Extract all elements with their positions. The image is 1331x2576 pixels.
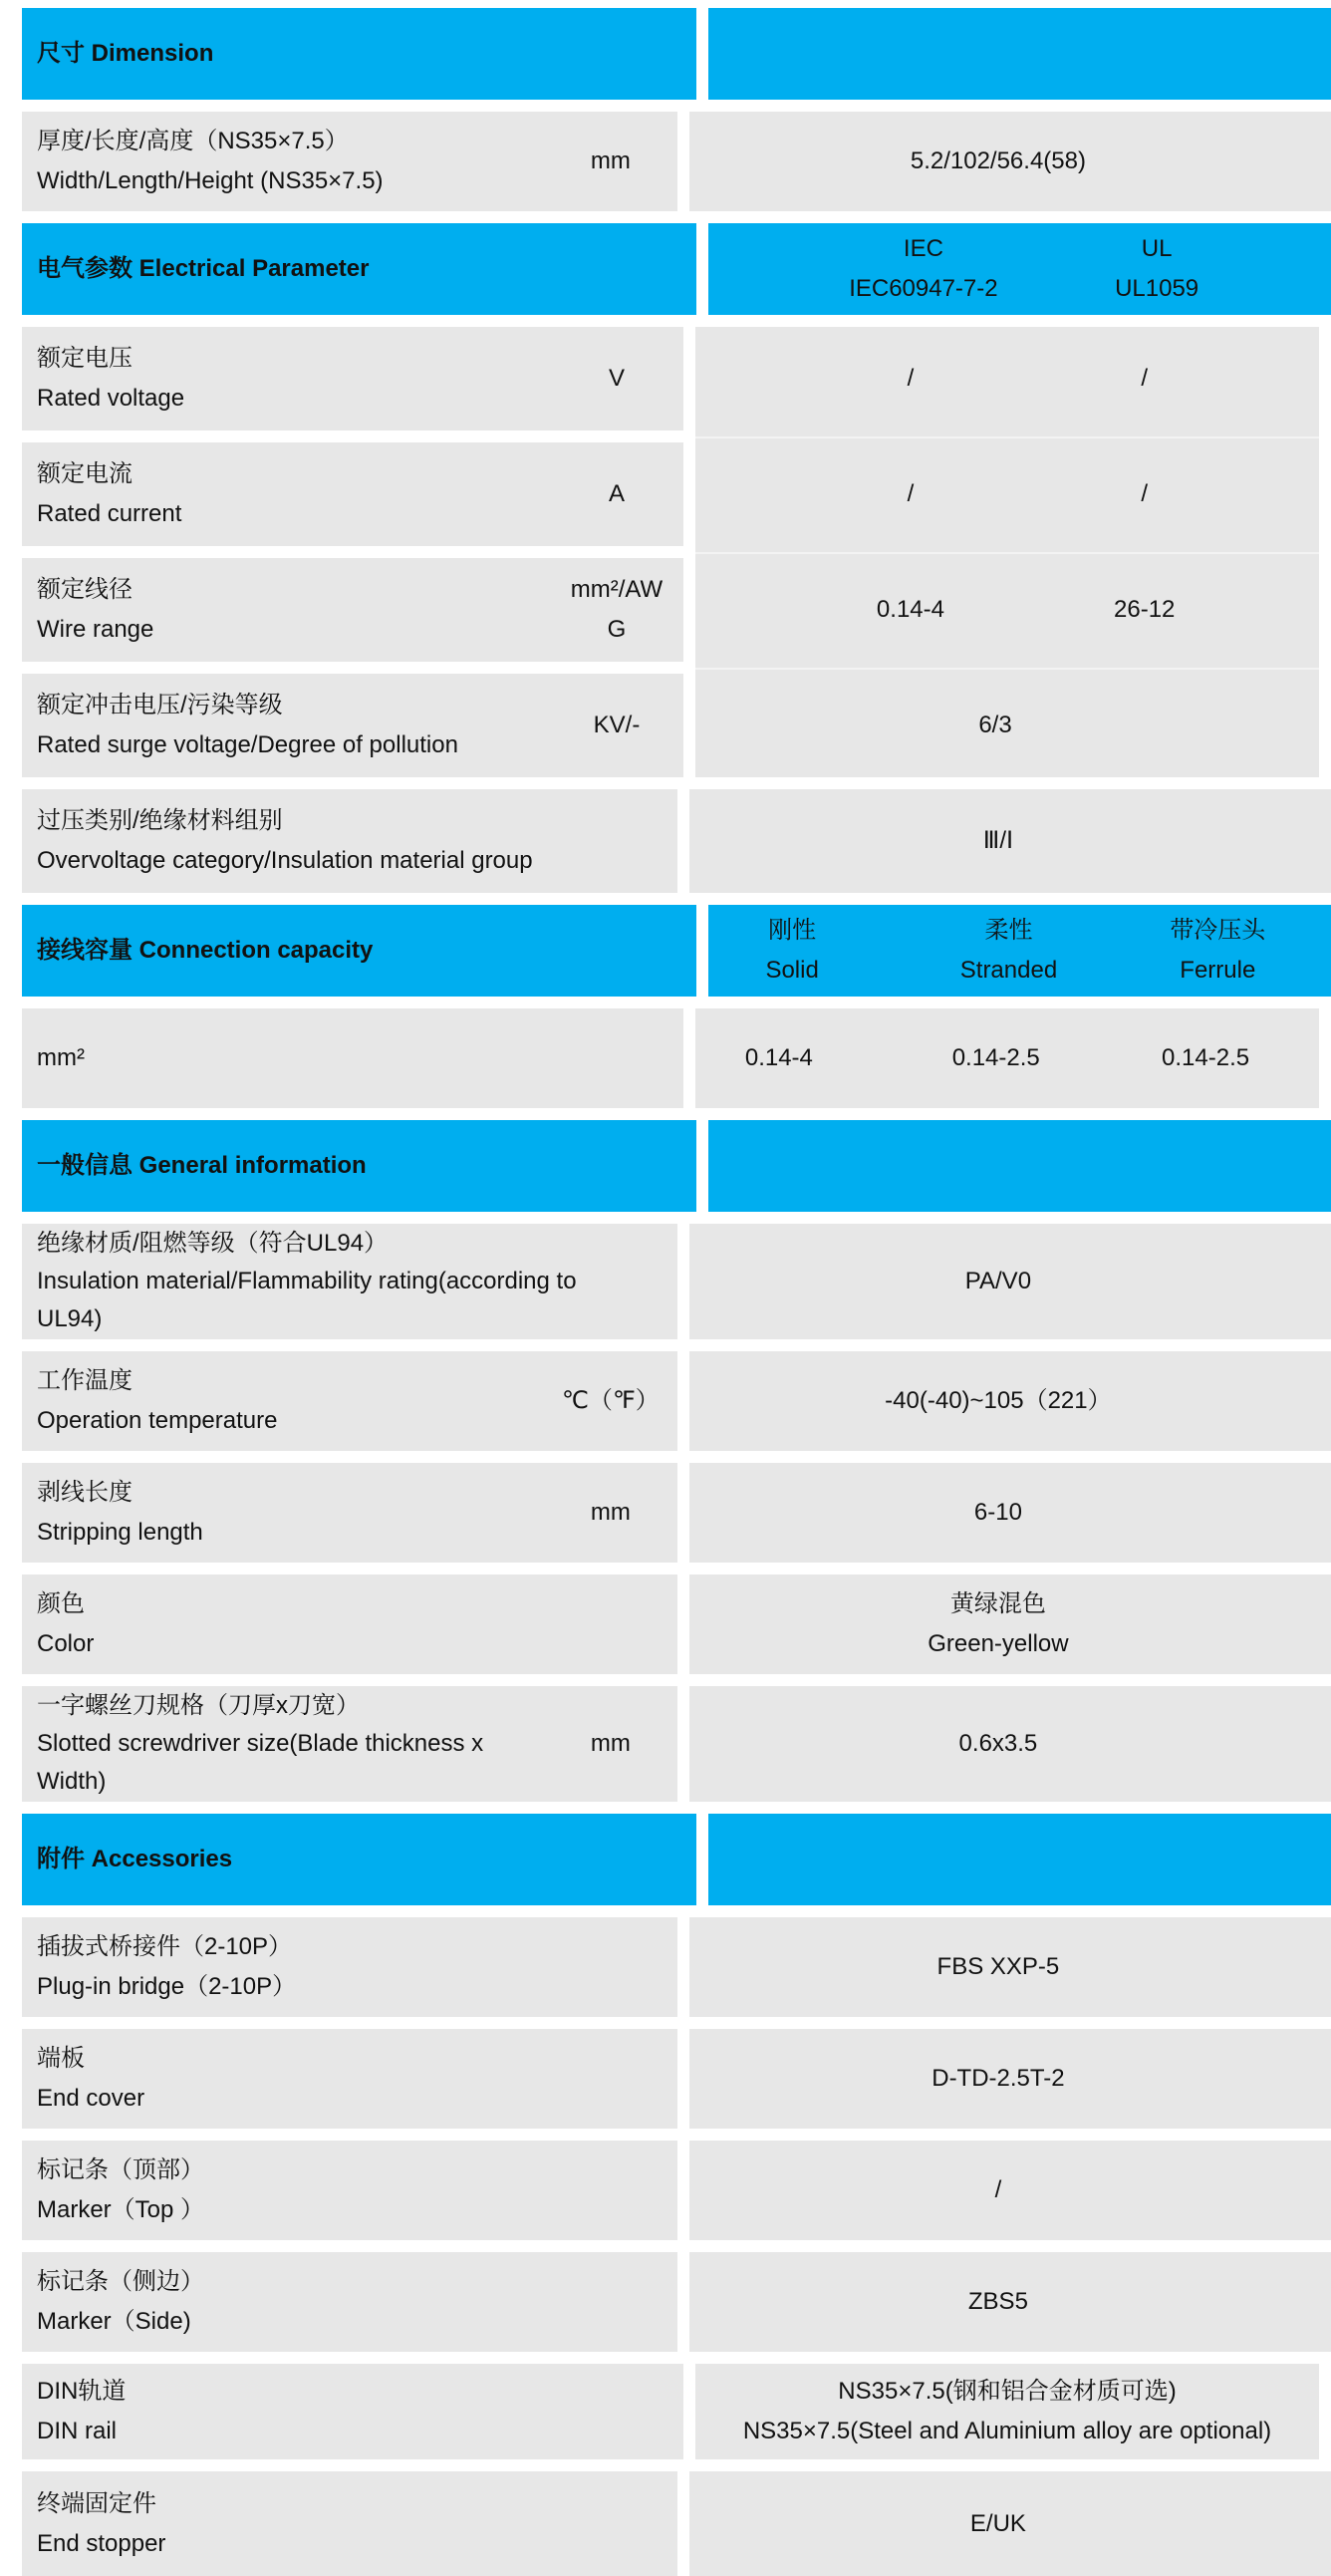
row-temperature-value: -40(-40)~105（221） bbox=[689, 1351, 1331, 1451]
surge-value: 6/3 bbox=[978, 712, 1012, 738]
row-bridge bbox=[22, 1917, 1331, 2017]
section-header-general-right bbox=[708, 1120, 1331, 1212]
section-header-dimension bbox=[22, 8, 1331, 100]
label-zh: 额定冲击电压/污染等级 bbox=[37, 692, 283, 718]
section-header-connection bbox=[22, 905, 1331, 997]
section-header-electrical bbox=[22, 223, 1331, 315]
row-stripping-label bbox=[22, 1473, 558, 1553]
label-zh: 标记条（顶部） bbox=[37, 2156, 204, 2183]
section-title-general: 一般信息 General information bbox=[22, 1120, 696, 1212]
electrical-standards-header bbox=[708, 223, 1331, 315]
row-color-value bbox=[689, 1574, 1331, 1674]
row-din-rail bbox=[22, 2364, 1331, 2459]
capacity-stranded-value: 0.14-2.5 bbox=[951, 1044, 1040, 1071]
row-marker-top bbox=[22, 2141, 1331, 2240]
row-insulation-value: PA/V0 bbox=[689, 1224, 1331, 1339]
row-rated-current-unit: A bbox=[608, 480, 625, 507]
ul-standard-header bbox=[1017, 229, 1297, 309]
row-screwdriver-unit: mm bbox=[590, 1730, 631, 1757]
section-header-dimension-right bbox=[708, 8, 1331, 100]
row-wire-range-values bbox=[695, 558, 1319, 662]
row-bridge-value: FBS XXP-5 bbox=[689, 1917, 1331, 2017]
label-en: Slotted screwdriver size(Blade thickness x Width) bbox=[37, 1730, 484, 1795]
label-en: Overvoltage category/Insulation material group bbox=[37, 847, 533, 874]
label-zh: 过压类别/绝缘材料组别 bbox=[37, 807, 283, 834]
row-size bbox=[22, 112, 1331, 211]
row-separator bbox=[695, 436, 1319, 438]
stranded-label-en: Stranded bbox=[959, 957, 1058, 984]
row-insulation bbox=[22, 1224, 1331, 1339]
label-zh: 颜色 bbox=[37, 1590, 85, 1617]
label-en: Color bbox=[37, 1630, 95, 1657]
din-rail-value-en: NS35×7.5(Steel and Aluminium alloy are optional) bbox=[742, 2418, 1272, 2444]
row-capacity-mm2 bbox=[22, 1008, 1331, 1108]
iec-standard-header bbox=[830, 229, 1016, 309]
electrical-values-block bbox=[695, 327, 1319, 777]
row-stripping-value: 6-10 bbox=[689, 1463, 1331, 1563]
label-zh: 标记条（侧边） bbox=[37, 2268, 204, 2295]
stranded-column-header bbox=[876, 911, 1142, 991]
row-color-label bbox=[22, 1584, 677, 1664]
row-wire-range bbox=[22, 558, 683, 662]
row-surge bbox=[22, 674, 683, 777]
din-rail-value-zh: NS35×7.5(钢和铝合金材质可选) bbox=[838, 2378, 1177, 2405]
label-zh: 绝缘材质/阻燃等级（符合UL94） bbox=[37, 1230, 389, 1257]
section-title-connection: 接线容量 Connection capacity bbox=[22, 905, 696, 997]
row-separator bbox=[695, 552, 1319, 554]
rated-voltage-iec-value: / bbox=[907, 365, 915, 392]
row-surge-unit: KV/- bbox=[593, 712, 641, 738]
label-zh: 工作温度 bbox=[37, 1367, 133, 1394]
label-zh: 插拔式桥接件（2-10P） bbox=[37, 1933, 293, 1960]
label-en: Wire range bbox=[37, 616, 154, 643]
label-zh: 端板 bbox=[37, 2045, 85, 2072]
row-end-cover-value: D-TD-2.5T-2 bbox=[689, 2029, 1331, 2129]
ferrule-label-zh: 带冷压头 bbox=[1170, 917, 1266, 944]
section-title-electrical: 电气参数 Electrical Parameter bbox=[22, 223, 696, 315]
solid-label-zh: 刚性 bbox=[768, 917, 817, 944]
row-stripping bbox=[22, 1463, 1331, 1563]
label-en: Operation temperature bbox=[37, 1407, 278, 1434]
label-en: Rated current bbox=[37, 500, 182, 527]
color-value-zh: 黄绿混色 bbox=[949, 1590, 1046, 1617]
row-screwdriver-value: 0.6x3.5 bbox=[689, 1686, 1331, 1802]
solid-label-en: Solid bbox=[765, 957, 819, 984]
solid-column-header bbox=[708, 911, 875, 991]
section-header-accessories-right bbox=[708, 1814, 1331, 1905]
rated-voltage-ul-value: / bbox=[1141, 365, 1149, 392]
wire-range-iec-value: 0.14-4 bbox=[876, 596, 944, 623]
capacity-ferrule-value: 0.14-2.5 bbox=[1162, 1044, 1250, 1071]
row-overvoltage-label bbox=[22, 801, 677, 881]
label-en: End stopper bbox=[37, 2529, 166, 2557]
row-bridge-label bbox=[22, 1927, 677, 2007]
label-zh: 额定线径 bbox=[37, 576, 133, 603]
row-end-stopper-label bbox=[22, 2484, 677, 2564]
row-end-cover bbox=[22, 2029, 1331, 2129]
row-capacity-label: mm² bbox=[37, 1044, 85, 1071]
label-zh: DIN轨道 bbox=[37, 2378, 127, 2405]
stranded-label-zh: 柔性 bbox=[984, 917, 1033, 944]
label-zh: 剥线长度 bbox=[37, 1479, 133, 1506]
rated-current-ul-value: / bbox=[1141, 480, 1149, 507]
rated-current-iec-value: / bbox=[907, 480, 915, 507]
row-din-rail-value bbox=[695, 2364, 1319, 2459]
color-value-en: Green-yellow bbox=[928, 1630, 1069, 1657]
row-size-label bbox=[22, 122, 558, 201]
ferrule-label-en: Ferrule bbox=[1180, 957, 1256, 984]
row-screwdriver-label bbox=[22, 1687, 558, 1801]
electrical-rows-group bbox=[22, 327, 1331, 777]
row-marker-side-value: ZBS5 bbox=[689, 2252, 1331, 2352]
label-zh: 一字螺丝刀规格（刀厚x刀宽） bbox=[37, 1692, 360, 1719]
label-en: Marker（Top ） bbox=[37, 2196, 205, 2223]
row-overvoltage-value: Ⅲ/Ⅰ bbox=[689, 789, 1331, 893]
label-zh: 额定电压 bbox=[37, 345, 133, 372]
section-header-general bbox=[22, 1120, 1331, 1212]
label-en: Marker（Side) bbox=[37, 2308, 191, 2335]
section-title-accessories: 附件 Accessories bbox=[22, 1814, 696, 1905]
row-insulation-label bbox=[22, 1225, 677, 1338]
label-en: Width/Length/Height (NS35×7.5) bbox=[37, 167, 384, 194]
row-rated-current-values bbox=[695, 442, 1319, 546]
row-size-value: 5.2/102/56.4(58) bbox=[689, 112, 1331, 211]
row-separator bbox=[695, 668, 1319, 670]
row-marker-side bbox=[22, 2252, 1331, 2352]
row-screwdriver bbox=[22, 1686, 1331, 1802]
connection-columns-header bbox=[708, 905, 1331, 997]
capacity-solid-value: 0.14-4 bbox=[744, 1044, 813, 1071]
row-temperature-unit: ℃（℉） bbox=[561, 1387, 660, 1414]
label-en: End cover bbox=[37, 2085, 145, 2112]
row-end-cover-label bbox=[22, 2039, 677, 2119]
row-marker-top-label bbox=[22, 2150, 677, 2230]
row-size-unit: mm bbox=[590, 147, 631, 174]
label-zh: 厚度/长度/高度（NS35×7.5） bbox=[37, 128, 349, 154]
row-rated-voltage bbox=[22, 327, 683, 430]
label-en: DIN rail bbox=[37, 2418, 118, 2444]
section-header-accessories bbox=[22, 1814, 1331, 1905]
row-end-stopper-value: E/UK bbox=[689, 2471, 1331, 2576]
ul-label: UL bbox=[1141, 235, 1173, 262]
label-zh: 额定电流 bbox=[37, 460, 133, 487]
label-en: Plug-in bridge（2-10P） bbox=[37, 1973, 297, 2000]
label-zh: 终端固定件 bbox=[37, 2489, 156, 2517]
row-temperature bbox=[22, 1351, 1331, 1451]
row-stripping-unit: mm bbox=[590, 1499, 631, 1526]
row-rated-voltage-unit: V bbox=[608, 365, 625, 392]
label-en: Rated voltage bbox=[37, 385, 185, 412]
row-rated-voltage-values bbox=[695, 327, 1319, 430]
iec-label: IEC bbox=[903, 235, 943, 262]
ferrule-column-header bbox=[1142, 911, 1293, 991]
label-en: Insulation material/Flammability rating(according to UL94) bbox=[37, 1268, 577, 1332]
iec-standard: IEC60947-7-2 bbox=[849, 275, 998, 302]
row-temperature-label bbox=[22, 1361, 558, 1441]
label-en: Rated surge voltage/Degree of pollution bbox=[37, 731, 458, 758]
row-rated-current bbox=[22, 442, 683, 546]
row-color bbox=[22, 1574, 1331, 1674]
ul-standard: UL1059 bbox=[1115, 275, 1199, 302]
row-end-stopper bbox=[22, 2471, 1331, 2576]
row-din-rail-label bbox=[22, 2372, 683, 2451]
row-marker-top-value: / bbox=[689, 2141, 1331, 2240]
section-title-dimension: 尺寸 Dimension bbox=[22, 8, 696, 100]
row-overvoltage bbox=[22, 789, 1331, 893]
label-en: Stripping length bbox=[37, 1519, 203, 1546]
wire-range-ul-value: 26-12 bbox=[1114, 596, 1176, 623]
row-wire-range-unit: mm²/AWG bbox=[570, 576, 664, 643]
row-marker-side-label bbox=[22, 2262, 677, 2342]
